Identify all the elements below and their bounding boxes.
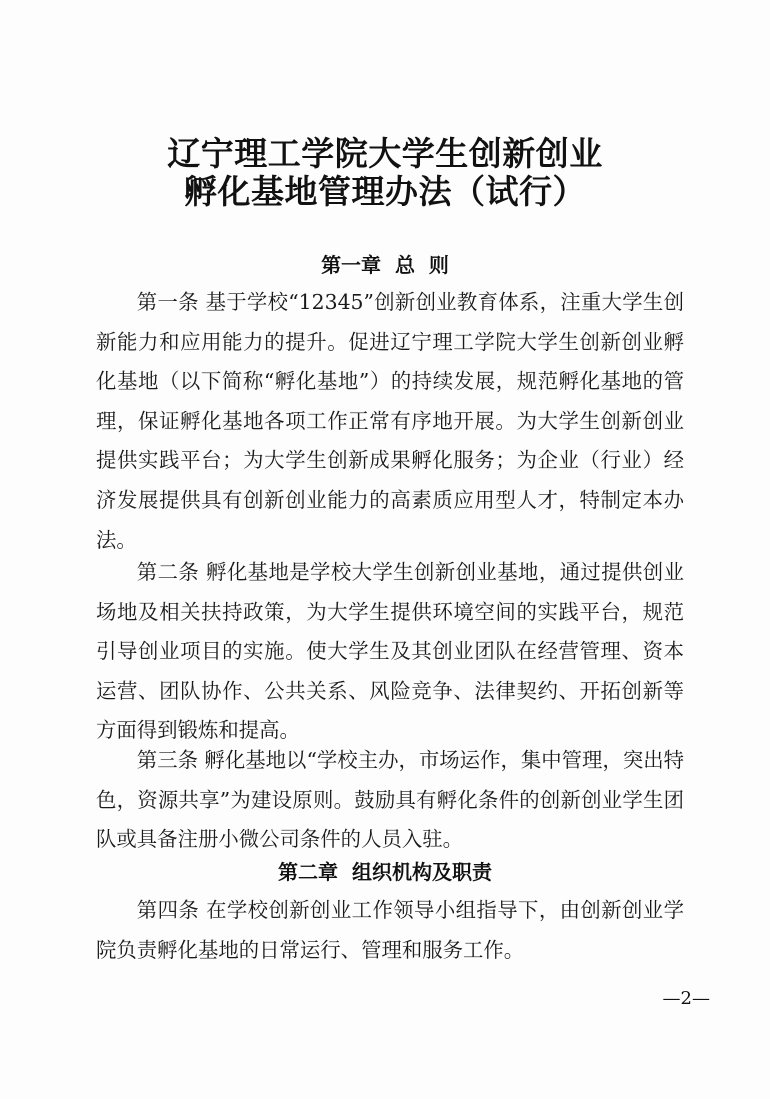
article-2-paragraph: 第二条 孵化基地是学校大学生创新创业基地，通过提供创业场地及相关扶持政策，为大学生提供环境空间的实践平台，规范引导创业项目的实施。使大学生及其创业团队在经营管理、资本运营、团队协作、公共关系、风险竞争、法律契约、开拓创新等方面得到锻炼和提高。 (96, 560, 684, 743)
page-number: —2— (662, 988, 710, 1009)
article-4-paragraph: 第四条 在学校创新创业工作领导小组指导下，由创新创业学院负责孵化基地的日常运行、管理和服务工作。 (96, 898, 684, 962)
document-title-line-1: 辽宁理工学院大学生创新创业 (167, 134, 603, 173)
document-title-line-2: 孵化基地管理办法（试行） (184, 172, 586, 211)
article-1-paragraph: 第一条 基于学校“12345”创新创业教育体系，注重大学生创新能力和应用能力的提升。促进辽宁理工学院大学生创新创业孵化基地（以下简称“孵化基地”）的持续发展，规范孵化基地的管理，保证孵化基地各项工作正常有序地开展。为大学生创新创业提供实践平台；为大学生创新成果孵化服务；为企业（行业）经济发展提供具有创新创业能力的高素质应用型人才，特制定本办法。 (96, 290, 684, 552)
chapter-1-heading: 第一章 总 则 (321, 253, 449, 277)
chapter-2-heading: 第二章 组织机构及职责 (278, 860, 492, 884)
article-3-paragraph: 第三条 孵化基地以“学校主办，市场运作，集中管理，突出特色，资源共享”为建设原则。鼓励具有孵化条件的创新创业学生团队或具备注册小微公司条件的人员入驻。 (96, 748, 684, 852)
